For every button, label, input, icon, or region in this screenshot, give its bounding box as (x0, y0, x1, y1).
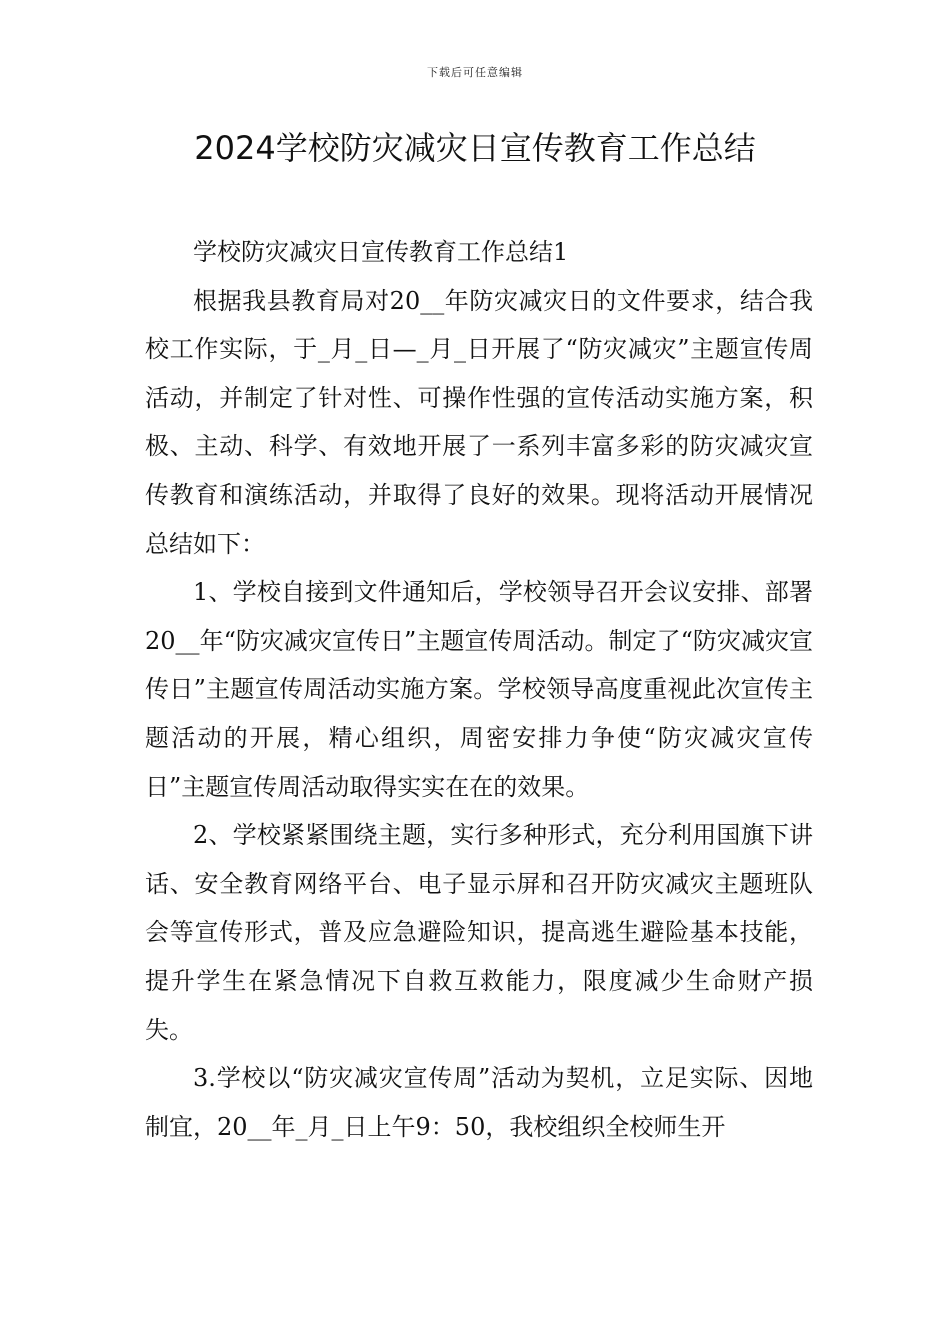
document-title: 2024学校防灾减灾日宣传教育工作总结 (194, 129, 756, 167)
paragraph-item-3: 3.学校以“防灾减灾宣传周”活动为契机，立足实际、因地制宜，20__年_月_日上午9：50，我校组织全校师生开 (145, 1064, 813, 1141)
section-heading: 学校防灾减灾日宣传教育工作总结1 (193, 238, 569, 266)
header-note: 下载后可任意编辑 (427, 66, 523, 79)
paragraph-item-2: 2、学校紧紧围绕主题，实行多种形式，充分利用国旗下讲话、安全教育网络平台、电子显示屏和召开防灾减灾主题班队会等宣传形式，普及应急避险知识，提高逃生避险基本技能，提升学生在紧急情况下自救互救能力，限度减少生命财产损失。 (145, 821, 813, 1044)
document-body (145, 228, 813, 1151)
paragraph-item-1: 1、学校自接到文件通知后，学校领导召开会议安排、部署20__年“防灾减灾宣传日”主题宣传周活动。制定了“防灾减灾宣传日”主题宣传周活动实施方案。学校领导高度重视此次宣传主题活动的开展，精心组织，周密安排力争使“防灾减灾宣传日”主题宣传周活动取得实实在在的效果。 (145, 578, 813, 801)
paragraph-intro: 根据我县教育局对20__年防灾减灾日的文件要求，结合我校工作实际，于_月_日—_月_日开展了“防灾减灾”主题宣传周活动，并制定了针对性、可操作性强的宣传活动实施方案，积极、主动、科学、有效地开展了一系列丰富多彩的防灾减灾宣传教育和演练活动，并取得了良好的效果。现将活动开展情况总结如下： (145, 286, 813, 558)
